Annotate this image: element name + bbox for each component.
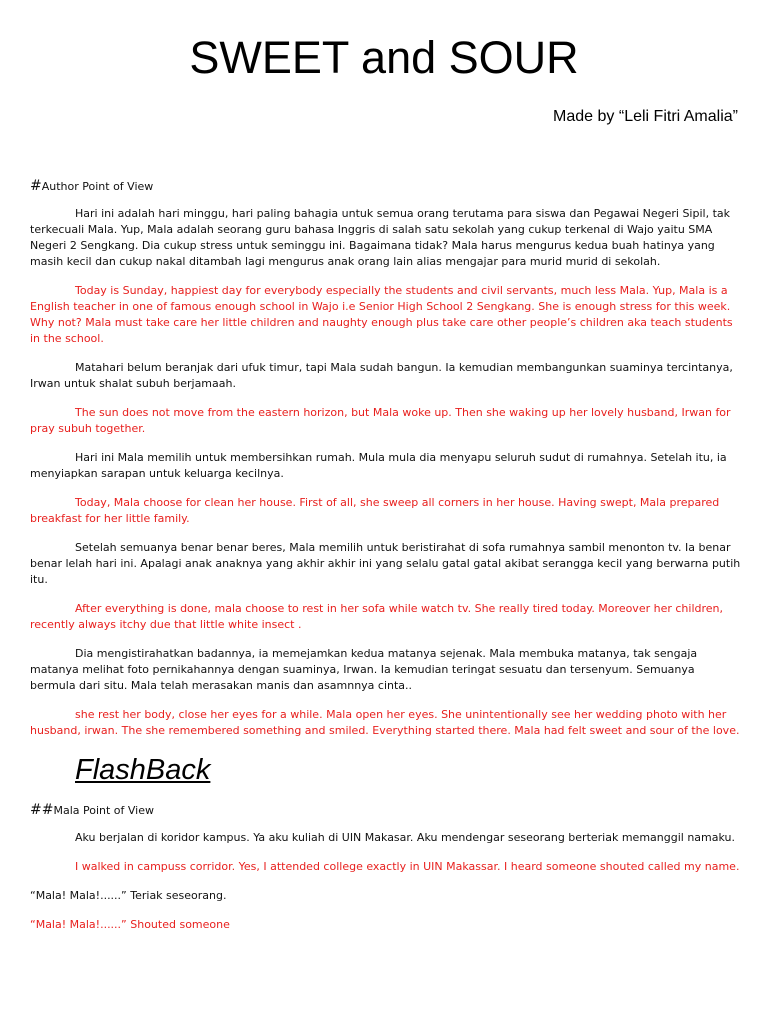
- dialogue-english-translation: “Mala! Mala!......” Shouted someone: [30, 918, 230, 931]
- paragraph-indonesian: Dia mengistirahatkan badannya, ia memejamkan kedua matanya sejenak. Mala membuka matanya, tak sengaja matanya melihat foto pernikahannya dengan suaminya, Irwan. Ia kemudian teringat sesuatu dan tersenyum. Semuanya bermula dari situ. Mala telah merasakan manis dan asamnnya cinta..: [30, 647, 698, 692]
- heading-text: Author Point of View: [41, 180, 154, 193]
- paragraph-english-translation: After everything is done, mala choose to rest in her sofa while watch tv. She really tired today. Moreover her children, recently always itchy due that little white insect .: [30, 602, 723, 631]
- paragraph-english-translation: I walked in campuss corridor. Yes, I attended college exactly in UIN Makassar. I heard someone shouted called my name.: [75, 860, 740, 873]
- paragraph-indonesian: Hari ini adalah hari minggu, hari paling bahagia untuk semua orang terutama para siswa dan Pegawai Negeri Sipil, tak terkecuali Mala. Yup, Mala adalah seorang guru bahasa Inggris di salah satu sekolah yang cukup terkenal di Wajo yaitu SMA Negeri 2 Sengkang. Dia cukup stress untuk seminggu ini. Bagaimana tidak? Mala harus mengurus kedua buah hatinya yang masih kecil dan cukup nakal ditambah lagi mengurus anak orang lain alias mengajar para murid murid di sekolah.: [30, 207, 731, 268]
- document-body: [30, 178, 742, 946]
- section-heading-mala-pov: [30, 802, 742, 819]
- heading-mark: ##: [30, 802, 54, 818]
- paragraph-indonesian: Aku berjalan di koridor kampus. Ya aku kuliah di UIN Makasar. Aku mendengar seseorang berteriak memanggil namaku.: [75, 831, 735, 844]
- paragraph-english-translation: Today, Mala choose for clean her house. First of all, she sweep all corners in her house. Having swept, Mala prepared breakfast for her little family.: [30, 496, 720, 525]
- flashback-heading: FlashBack: [75, 754, 211, 786]
- author-byline: Made by “Leli Fitri Amalia”: [553, 108, 738, 125]
- dialogue-indonesian: “Mala! Mala!......” Teriak seseorang.: [30, 889, 227, 902]
- section-heading-author-pov: [30, 178, 742, 195]
- paragraph-indonesian: Hari ini Mala memilih untuk membersihkan rumah. Mula mula dia menyapu seluruh sudut di rumahnya. Setelah itu, ia menyiapkan sarapan untuk keluarga kecilnya.: [30, 451, 727, 480]
- paragraph-english-translation: Today is Sunday, happiest day for everybody especially the students and civil servants, much less Mala. Yup, Mala is a English teacher in one of famous enough school in Wajo i.e Senior High School 2 Sengkang. She is enough stress for this week. Why not? Mala must take care her little children and naughty enough plus take care other people’s children aka teach students in the school.: [30, 284, 733, 345]
- heading-text: Mala Point of View: [53, 804, 155, 817]
- heading-mark: #: [30, 178, 42, 194]
- paragraph-english-translation: she rest her body, close her eyes for a while. Mala open her eyes. She unintentionally see her wedding photo with her husband, irwan. The she remembered something and smiled. Everything started there. Mala had felt sweet and sour of the love.: [30, 708, 740, 737]
- paragraph-english-translation: The sun does not move from the eastern horizon, but Mala woke up. Then she waking up her lovely husband, Irwan for pray subuh together.: [30, 406, 731, 435]
- paragraph-indonesian: Matahari belum beranjak dari ufuk timur, tapi Mala sudah bangun. Ia kemudian membangunkan suaminya tercintanya, Irwan untuk shalat subuh berjamaah.: [30, 361, 733, 390]
- paragraph-indonesian: Setelah semuanya benar benar beres, Mala memilih untuk beristirahat di sofa rumahnya sambil menonton tv. Ia benar benar lelah hari ini. Apalagi anak anaknya yang akhir akhir ini yang selalu gatal gatal akibat serangga kecil yang berwarna putih itu.: [30, 541, 741, 586]
- document-title: SWEET and SOUR: [189, 32, 579, 83]
